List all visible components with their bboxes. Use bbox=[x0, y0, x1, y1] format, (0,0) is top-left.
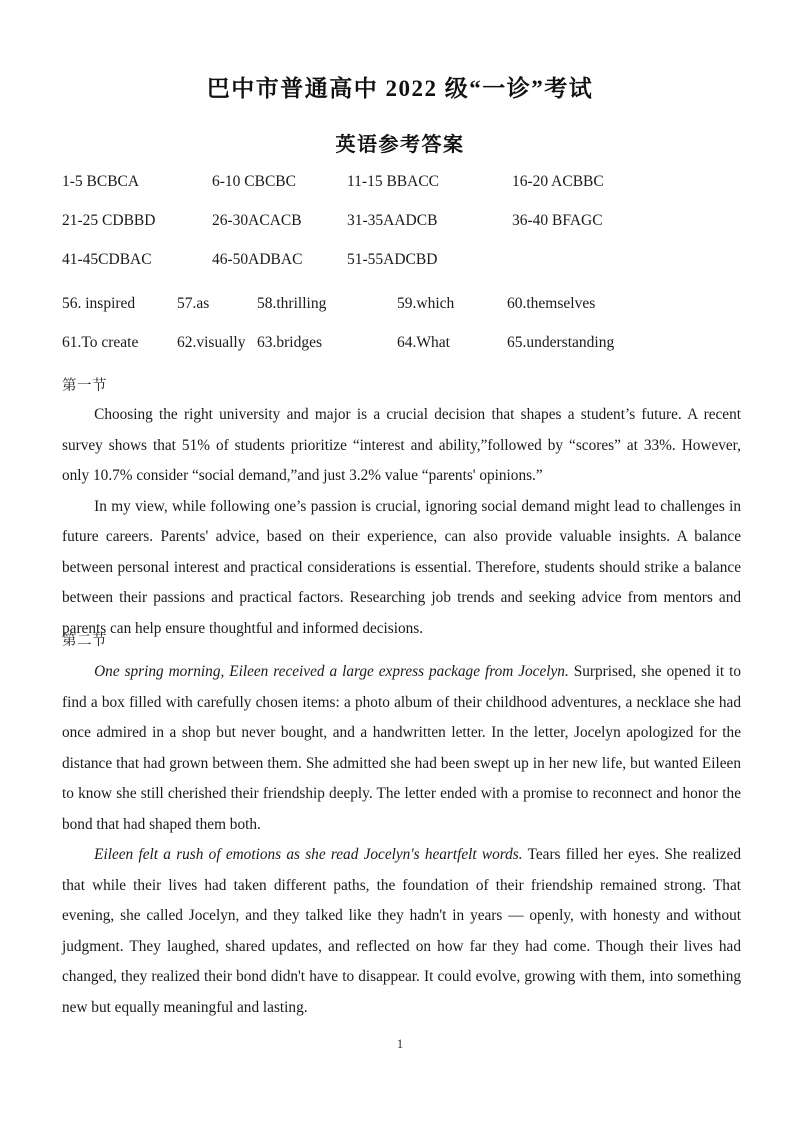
section-two-paragraph-2 bbox=[62, 840, 741, 1023]
answer-range-6-10: 6-10 CBCBC bbox=[212, 173, 296, 190]
section-two-paragraph-1 bbox=[62, 657, 741, 840]
answer-row bbox=[62, 295, 752, 334]
answer-65: 65.understanding bbox=[507, 334, 615, 351]
exam-title: 巴中市普通高中 2022 级“一诊”考试 bbox=[206, 76, 594, 101]
multiple-choice-answer-block bbox=[62, 173, 752, 290]
answer-58: 58.thrilling bbox=[257, 295, 327, 312]
fill-in-answer-block bbox=[62, 295, 752, 373]
answer-64: 64.What bbox=[397, 334, 450, 351]
section-two-prompt-sentence-1: One spring morning, Eileen received a large express package from Jocelyn. bbox=[94, 663, 569, 680]
answer-range-51-55: 51-55ADCBD bbox=[347, 251, 438, 268]
answer-row bbox=[62, 212, 752, 251]
section-one-body bbox=[62, 400, 741, 644]
answer-60: 60.themselves bbox=[507, 295, 596, 312]
answer-range-11-15: 11-15 BBACC bbox=[347, 173, 440, 190]
answer-range-31-35: 31-35AADCB bbox=[347, 212, 438, 229]
section-two-body bbox=[62, 657, 741, 1023]
answer-62: 62.visually bbox=[177, 334, 246, 351]
answer-61: 61.To create bbox=[62, 334, 139, 351]
answer-row bbox=[62, 251, 752, 290]
answer-range-21-25: 21-25 CDBBD bbox=[62, 212, 156, 229]
section-two-continuation-1: Surprised, she opened it to find a box filled with carefully chosen items: a photo album of their childhood adventures, a necklace she had once admired in a shop but never bought, and a handwritten letter. In the letter, Jocelyn apologized for the distance that had grown between them. She admitted she had been swept up in her new life, but wanted Eileen to know she still cherished their friendship deeply. The letter ended with a promise to reconnect and honor the bond that had shaped them both. bbox=[62, 663, 741, 833]
answer-56: 56. inspired bbox=[62, 295, 136, 312]
answer-range-41-45: 41-45CDBAC bbox=[62, 251, 152, 268]
section-two-continuation-2: Tears filled her eyes. She realized that while their lives had taken different paths, the foundation of their friendship remained strong. That evening, she called Jocelyn, and they talked like they hadn't in years — openly, with honesty and without judgment. They laughed, shared updates, and reflected on how far they had come. Though their lives had changed, they realized their bond didn't have to disappear. It could evolve, growing with them, into something new but equally meaningful and lasting. bbox=[62, 846, 742, 1016]
answer-row bbox=[62, 334, 752, 373]
page-number: 1 bbox=[396, 1036, 404, 1051]
section-one-label: 第一节 bbox=[62, 378, 107, 394]
answer-range-1-5: 1-5 BCBCA bbox=[62, 173, 140, 190]
section-two-prompt-sentence-2: Eileen felt a rush of emotions as she read Jocelyn's heartfelt words. bbox=[94, 846, 523, 863]
answer-range-36-40: 36-40 BFAGC bbox=[512, 212, 603, 229]
answer-range-26-30: 26-30ACACB bbox=[212, 212, 302, 229]
answer-row bbox=[62, 173, 752, 212]
exam-subtitle: 英语参考答案 bbox=[335, 134, 465, 156]
section-one-paragraph-1: Choosing the right university and major is a crucial decision that shapes a student’s future. A recent survey shows that 51% of students prioritize “interest and ability,”followed by “scores” at 33%. However, only 10.7% consider “social demand,”and just 3.2% value “parents' opinions.” bbox=[62, 406, 741, 484]
section-one-paragraph-2: In my view, while following one’s passion is crucial, ignoring social demand might lead to challenges in future careers. Parents' advice, based on their experience, can also provide valuable insights. A balance between personal interest and practical considerations is essential. Therefore, students should strike a balance between their passions and practical factors. Researching job trends and seeking advice from mentors and parents can help ensure thoughtful and informed decisions. bbox=[62, 497, 741, 637]
answer-57: 57.as bbox=[177, 295, 210, 312]
answer-63: 63.bridges bbox=[257, 334, 323, 351]
answer-range-16-20: 16-20 ACBBC bbox=[512, 173, 604, 190]
answer-59: 59.which bbox=[397, 295, 455, 312]
answer-range-46-50: 46-50ADBAC bbox=[212, 251, 303, 268]
section-two-label: 第二节 bbox=[62, 633, 107, 649]
